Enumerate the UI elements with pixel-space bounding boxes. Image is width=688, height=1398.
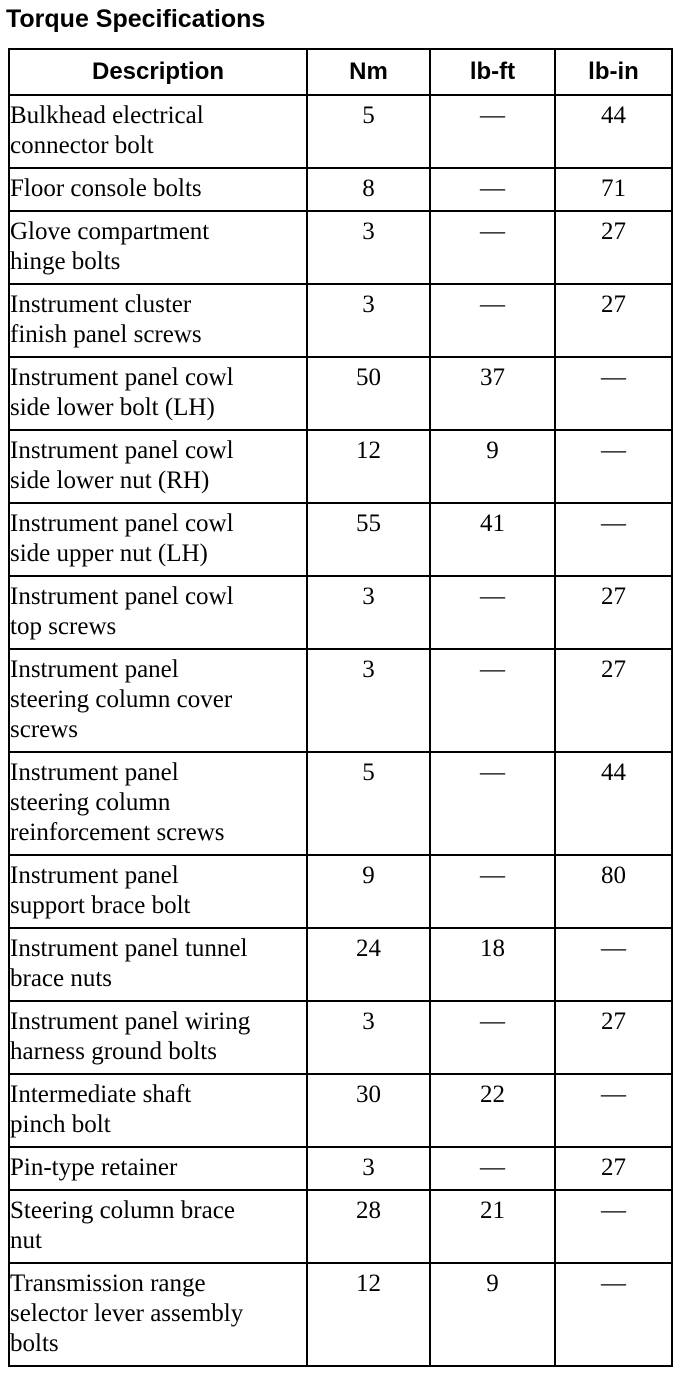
description-line: side upper nut (LH) [10, 540, 208, 567]
lb-ft-cell: — [430, 1147, 555, 1190]
table-header-row [9, 49, 672, 95]
lb-in-cell: 27 [555, 1001, 672, 1074]
lb-ft-cell: 22 [430, 1074, 555, 1147]
description-cell [9, 1001, 307, 1074]
description-line: Instrument panel cowl [10, 364, 234, 391]
lb-ft-cell: 9 [430, 430, 555, 503]
description-line: finish panel screws [10, 321, 202, 348]
lb-ft-cell: — [430, 1001, 555, 1074]
description-line: Bulkhead electrical [10, 102, 204, 129]
table-row [9, 357, 672, 430]
lb-ft-cell: — [430, 168, 555, 211]
nm-cell: 8 [307, 168, 430, 211]
description-cell [9, 168, 307, 211]
lb-in-cell: — [555, 430, 672, 503]
description-line: Instrument panel wiring [10, 1008, 251, 1035]
lb-in-cell: 27 [555, 284, 672, 357]
table-row [9, 1001, 672, 1074]
lb-in-cell: 27 [555, 1147, 672, 1190]
lb-ft-cell: 41 [430, 503, 555, 576]
lb-in-cell: — [555, 1263, 672, 1366]
lb-in-cell: 71 [555, 168, 672, 211]
nm-cell: 5 [307, 95, 430, 168]
description-line: side lower nut (RH) [10, 467, 210, 494]
description-line: Instrument panel tunnel [10, 935, 248, 962]
table-row [9, 752, 672, 855]
table-row [9, 1263, 672, 1366]
nm-cell: 9 [307, 855, 430, 928]
description-line: connector bolt [10, 132, 154, 159]
description-line: nut [10, 1227, 42, 1254]
description-cell [9, 357, 307, 430]
description-line: steering column cover [10, 686, 233, 713]
lb-ft-cell: — [430, 649, 555, 752]
description-line: side lower bolt (LH) [10, 394, 215, 421]
lb-in-cell: 44 [555, 752, 672, 855]
page-title: Torque Specifications [6, 5, 266, 33]
description-cell [9, 95, 307, 168]
description-line: Instrument panel cowl [10, 583, 234, 610]
lb-in-cell: 27 [555, 211, 672, 284]
description-cell [9, 211, 307, 284]
description-line: Transmission range [10, 1270, 206, 1297]
table-row [9, 1190, 672, 1263]
nm-cell: 55 [307, 503, 430, 576]
lb-ft-cell: — [430, 752, 555, 855]
description-line: Instrument panel [10, 862, 179, 889]
column-header-lb-ft: lb-ft [430, 49, 555, 95]
lb-in-cell: — [555, 357, 672, 430]
table-row [9, 855, 672, 928]
table-row [9, 503, 672, 576]
description-line: Pin-type retainer [10, 1154, 178, 1181]
description-line: support brace bolt [10, 892, 191, 919]
description-cell [9, 1147, 307, 1190]
description-cell [9, 576, 307, 649]
description-line: hinge bolts [10, 248, 121, 275]
description-line: top screws [10, 613, 117, 640]
table-row [9, 649, 672, 752]
description-line: steering column [10, 789, 171, 816]
description-cell [9, 855, 307, 928]
description-line: Floor console bolts [10, 175, 202, 202]
table-row [9, 1074, 672, 1147]
table-body [9, 95, 672, 1366]
lb-in-cell: 44 [555, 95, 672, 168]
nm-cell: 30 [307, 1074, 430, 1147]
nm-cell: 3 [307, 284, 430, 357]
column-header-description: Description [9, 49, 307, 95]
description-line: Instrument panel cowl [10, 437, 234, 464]
description-cell [9, 503, 307, 576]
lb-in-cell: — [555, 1190, 672, 1263]
lb-ft-cell: — [430, 211, 555, 284]
nm-cell: 3 [307, 576, 430, 649]
table-row [9, 928, 672, 1001]
lb-ft-cell: 18 [430, 928, 555, 1001]
description-line: selector lever assembly [10, 1300, 244, 1327]
lb-ft-cell: — [430, 95, 555, 168]
column-header-lb-in: lb-in [555, 49, 672, 95]
description-line: Instrument cluster [10, 291, 192, 318]
description-line: pinch bolt [10, 1111, 111, 1138]
nm-cell: 24 [307, 928, 430, 1001]
table-row [9, 1147, 672, 1190]
lb-ft-cell: 21 [430, 1190, 555, 1263]
description-cell [9, 1074, 307, 1147]
lb-ft-cell: — [430, 284, 555, 357]
nm-cell: 3 [307, 1147, 430, 1190]
description-line: reinforcement screws [10, 819, 225, 846]
lb-in-cell: 80 [555, 855, 672, 928]
torque-spec-table [8, 48, 673, 1367]
table-row [9, 168, 672, 211]
column-header-nm: Nm [307, 49, 430, 95]
nm-cell: 50 [307, 357, 430, 430]
description-cell [9, 284, 307, 357]
lb-ft-cell: 9 [430, 1263, 555, 1366]
description-line: Glove compartment [10, 218, 210, 245]
description-line: brace nuts [10, 965, 113, 992]
table-row [9, 95, 672, 168]
lb-ft-cell: — [430, 855, 555, 928]
table-row [9, 430, 672, 503]
description-line: Intermediate shaft [10, 1081, 192, 1108]
description-line: Instrument panel [10, 656, 179, 683]
lb-in-cell: — [555, 503, 672, 576]
table-row [9, 284, 672, 357]
description-cell [9, 1263, 307, 1366]
lb-in-cell: — [555, 1074, 672, 1147]
nm-cell: 28 [307, 1190, 430, 1263]
nm-cell: 3 [307, 211, 430, 284]
description-line: Instrument panel [10, 759, 179, 786]
description-line: Instrument panel cowl [10, 510, 234, 537]
description-line: Steering column brace [10, 1197, 235, 1224]
nm-cell: 3 [307, 649, 430, 752]
nm-cell: 12 [307, 1263, 430, 1366]
description-line: bolts [10, 1330, 59, 1357]
lb-in-cell: 27 [555, 649, 672, 752]
description-cell [9, 928, 307, 1001]
description-cell [9, 649, 307, 752]
lb-in-cell: 27 [555, 576, 672, 649]
lb-ft-cell: 37 [430, 357, 555, 430]
nm-cell: 5 [307, 752, 430, 855]
table-row [9, 211, 672, 284]
nm-cell: 12 [307, 430, 430, 503]
description-cell [9, 752, 307, 855]
description-line: harness ground bolts [10, 1038, 217, 1065]
lb-in-cell: — [555, 928, 672, 1001]
nm-cell: 3 [307, 1001, 430, 1074]
lb-ft-cell: — [430, 576, 555, 649]
description-cell [9, 430, 307, 503]
table-row [9, 576, 672, 649]
description-line: screws [10, 716, 79, 743]
description-cell [9, 1190, 307, 1263]
